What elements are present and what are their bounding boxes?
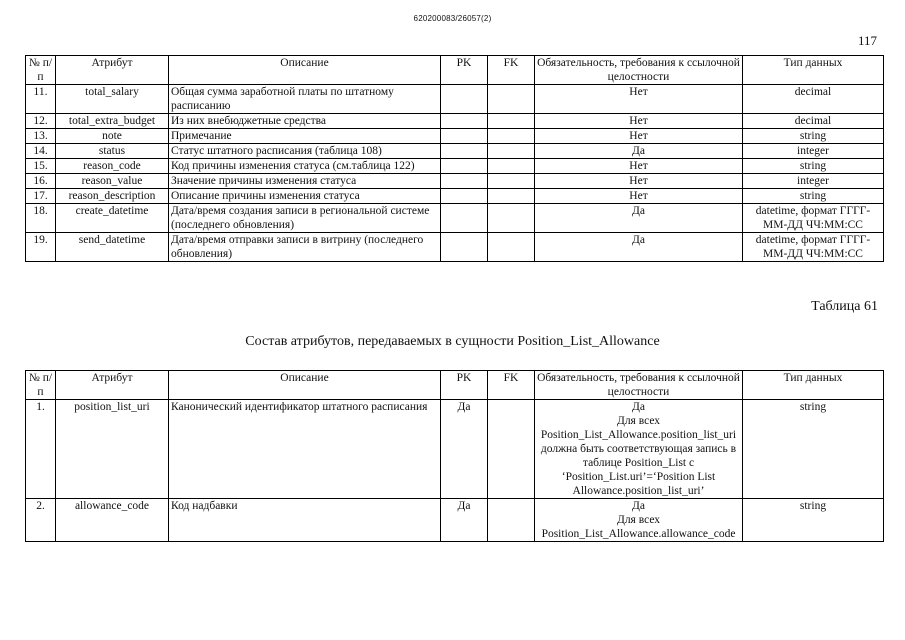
header-row — [26, 56, 884, 85]
datatype-cell: datetime, формат ГГГГ-ММ-ДД ЧЧ:ММ:СС — [743, 233, 884, 262]
fk-cell — [488, 114, 535, 129]
position-list-allowance-table — [25, 370, 884, 542]
attribute-name: create_datetime — [56, 204, 169, 233]
table-row — [26, 174, 884, 189]
col-pk-header: PK — [441, 56, 488, 85]
fk-cell — [488, 159, 535, 174]
pk-cell — [441, 85, 488, 114]
fk-cell — [488, 499, 535, 542]
row-number: 17. — [26, 189, 56, 204]
page-number: 117 — [858, 33, 878, 48]
table-row — [26, 204, 884, 233]
attribute-description: Статус штатного расписания (таблица 108) — [169, 144, 441, 159]
col-requirement-header: Обязательность, требования к ссылочной целостности — [535, 56, 743, 85]
attribute-name: reason_code — [56, 159, 169, 174]
pk-cell — [441, 189, 488, 204]
col-datatype-header: Тип данных — [743, 371, 884, 400]
requirement-cell: Нет — [535, 174, 743, 189]
datatype-cell: string — [743, 189, 884, 204]
row-number: 19. — [26, 233, 56, 262]
pk-cell — [441, 129, 488, 144]
attribute-name: total_extra_budget — [56, 114, 169, 129]
pk-cell — [441, 144, 488, 159]
requirement-cell: Да — [535, 204, 743, 233]
attribute-name: position_list_uri — [56, 400, 169, 499]
col-fk-header: FK — [488, 371, 535, 400]
attribute-description: Канонический идентификатор штатного расписания — [169, 400, 441, 499]
table-row — [26, 129, 884, 144]
row-number: 14. — [26, 144, 56, 159]
table-row — [26, 189, 884, 204]
table-row — [26, 233, 884, 262]
requirement-cell: Нет — [535, 85, 743, 114]
col-number-header: № п/п — [26, 56, 56, 85]
datatype-cell: string — [743, 159, 884, 174]
col-attribute-header: Атрибут — [56, 56, 169, 85]
fk-cell — [488, 233, 535, 262]
table-row — [26, 499, 884, 542]
requirement-cell: Нет — [535, 129, 743, 144]
requirement-cell: Да — [535, 144, 743, 159]
pk-cell — [441, 159, 488, 174]
attribute-name: note — [56, 129, 169, 144]
attribute-description: Описание причины изменения статуса — [169, 189, 441, 204]
attribute-description: Дата/время отправки записи в витрину (последнего обновления) — [169, 233, 441, 262]
row-number: 12. — [26, 114, 56, 129]
table-row — [26, 144, 884, 159]
col-number-header: № п/п — [26, 371, 56, 400]
table-title: Состав атрибутов, передаваемых в сущности Position_List_Allowance — [245, 334, 660, 349]
row-number: 11. — [26, 85, 56, 114]
row-number: 15. — [26, 159, 56, 174]
attribute-name: reason_value — [56, 174, 169, 189]
fk-cell — [488, 400, 535, 499]
requirement-cell: Нет — [535, 189, 743, 204]
datatype-cell: decimal — [743, 114, 884, 129]
attribute-description: Примечание — [169, 129, 441, 144]
attribute-name: reason_description — [56, 189, 169, 204]
document-id: 620200083/26057(2) — [413, 14, 492, 23]
col-description-header: Описание — [169, 56, 441, 85]
table1-body — [26, 85, 884, 262]
requirement-cell: Да — [535, 233, 743, 262]
attribute-name: status — [56, 144, 169, 159]
table-row — [26, 114, 884, 129]
fk-cell — [488, 189, 535, 204]
attribute-name: total_salary — [56, 85, 169, 114]
pk-cell — [441, 114, 488, 129]
row-number: 1. — [26, 400, 56, 499]
pk-cell — [441, 174, 488, 189]
datatype-cell: integer — [743, 144, 884, 159]
datatype-cell: datetime, формат ГГГГ-ММ-ДД ЧЧ:ММ:СС — [743, 204, 884, 233]
fk-cell — [488, 144, 535, 159]
pk-cell — [441, 204, 488, 233]
attribute-description: Значение причины изменения статуса — [169, 174, 441, 189]
col-fk-header: FK — [488, 56, 535, 85]
row-number: 18. — [26, 204, 56, 233]
pk-cell: Да — [441, 499, 488, 542]
requirement-cell: Нет — [535, 159, 743, 174]
attribute-name: allowance_code — [56, 499, 169, 542]
pk-cell: Да — [441, 400, 488, 499]
table-row — [26, 85, 884, 114]
row-number: 13. — [26, 129, 56, 144]
datatype-cell: integer — [743, 174, 884, 189]
col-attribute-header: Атрибут — [56, 371, 169, 400]
col-datatype-header: Тип данных — [743, 56, 884, 85]
attribute-description: Код причины изменения статуса (см.таблица 122) — [169, 159, 441, 174]
fk-cell — [488, 85, 535, 114]
col-pk-header: PK — [441, 371, 488, 400]
requirement-cell: Нет — [535, 114, 743, 129]
col-requirement-header: Обязательность, требования к ссылочной целостности — [535, 371, 743, 400]
row-number: 16. — [26, 174, 56, 189]
attributes-table-continued — [25, 55, 884, 262]
attribute-description: Из них внебюджетные средства — [169, 114, 441, 129]
col-description-header: Описание — [169, 371, 441, 400]
attribute-name: send_datetime — [56, 233, 169, 262]
attribute-description: Дата/время создания записи в региональной системе (последнего обновления) — [169, 204, 441, 233]
row-number: 2. — [26, 499, 56, 542]
attribute-description: Общая сумма заработной платы по штатному расписанию — [169, 85, 441, 114]
attribute-description: Код надбавки — [169, 499, 441, 542]
fk-cell — [488, 204, 535, 233]
requirement-cell: Да Для всех Position_List_Allowance.allowance_code — [535, 499, 743, 542]
requirement-cell: Да Для всех Position_List_Allowance.position_list_uri должна быть соответствующая запись в таблице Position_List с ‘Position_List.uri’=‘Position List Allowance.position_list_uri’ — [535, 400, 743, 499]
datatype-cell: decimal — [743, 85, 884, 114]
datatype-cell: string — [743, 129, 884, 144]
datatype-cell: string — [743, 400, 884, 499]
header-row — [26, 371, 884, 400]
table2-body — [26, 400, 884, 542]
datatype-cell: string — [743, 499, 884, 542]
table-caption: Таблица 61 — [811, 299, 878, 314]
table-row — [26, 400, 884, 499]
table-row — [26, 159, 884, 174]
pk-cell — [441, 233, 488, 262]
fk-cell — [488, 174, 535, 189]
fk-cell — [488, 129, 535, 144]
